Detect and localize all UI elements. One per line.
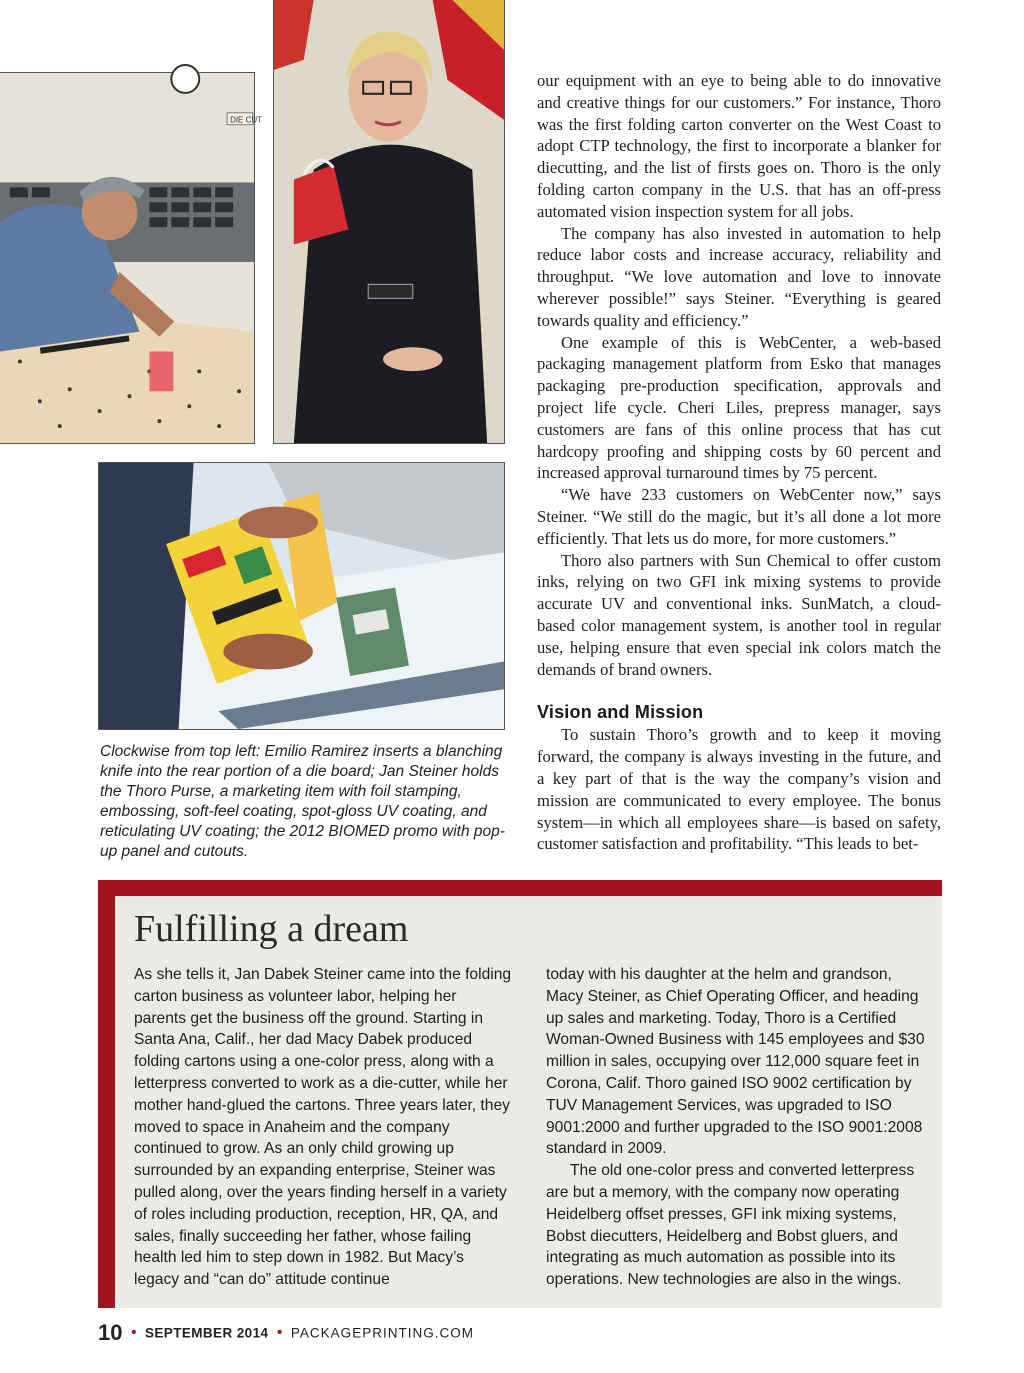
sidebar-paragraph: today with his daughter at the helm and grandson, Macy Steiner, as Chief Operating Officer, and heading up sales and marketing. Today, Thoro is a Certified Woman-Owned Business with 145 employees and $30 million in sales, occupying over 112,000 square feet in Corona, Calif. Thoro gained ISO 9002 certification by TUV Management Services, was upgraded to ISO 9001:2000 and further upgraded to the ISO 9001:2008 standard in 2009.	[546, 966, 925, 1158]
die-board-illustration	[0, 73, 262, 443]
sidebar-top-rule	[98, 880, 942, 896]
article-paragraph: Thoro also partners with Sun Chemical to offer custom inks, relying on two GFI ink mixing systems to provide accurate UV and conventional inks. SunMatch, a cloud-based color management system, is another tool in regular use, helping ensure that even special ink colors match the demands of brand owners.	[537, 550, 941, 679]
photo-jan-steiner	[273, 0, 505, 444]
caption-text: Clockwise from top left: Emilio Ramirez inserts a blanching knife into the rear portion of a die board; Jan Steiner holds the Thoro Purse, a marketing item with foil stamping, embossing, soft-feel coating, spot-gloss UV coating, and reticulating UV coating; the 2012 BIOMED promo with pop-up panel and cutouts.	[100, 743, 505, 860]
promo-illustration	[99, 463, 504, 729]
sidebar-paragraph: The old one-color press and converted letterpress are but a memory, with the company now operating Heidelberg offset presses, GFI ink mixing systems, Bobst diecutters, Heidelberg and Bobst gluers, and integrating as much automation as possible into its operations. New technologies are also in the wings.	[546, 1162, 915, 1289]
photo-die-board	[0, 72, 262, 444]
issue-date: SEPTEMBER 2014	[145, 1325, 269, 1341]
sidebar-column-1	[134, 964, 512, 1291]
article-paragraph: One example of this is WebCenter, a web-based packaging management platform from Esko that manages packaging pre-production specification, approvals and project life cycle. Cheri Liles, prepress manager, says customers are fans of this online process that has cut hardcopy proofing and shipping costs by 60 percent and increased approval turnaround times by 75 percent.	[537, 332, 941, 483]
footer-separator: •	[130, 1324, 137, 1341]
article-paragraph: The company has also invested in automation to help reduce labor costs and increase accuracy, reliability and throughput. “We love automation and love to innovate wherever possible!” says Steiner. “Everything is geared towards quality and efficiency.”	[537, 223, 941, 330]
wall-clock-icon	[171, 65, 199, 93]
photo-caption	[100, 742, 508, 862]
svg-text:DIE CUT: DIE CUT	[230, 115, 262, 125]
page-footer	[98, 1320, 474, 1346]
sidebar-paragraph: As she tells it, Jan Dabek Steiner came into the folding carton business as volunteer labor, helping her parents get the business off the ground. Starting in Santa Ana, Calif., her dad Macy Dabek produced folding cartons using a one-color press, along with a letterpress converted to work as a die-cutter, while her mother hand-glued the cartons. Three years later, they moved to space in Anaheim and the company continued to grow. As an only child growing up surrounded by an expanding enterprise, Steiner was pulled along, over the years finding herself in a variety of roles including production, reception, HR, QA, and sales, finally succeeding her father, whose failing health led him to step down in 1982. But Macy’s legacy and “can do” attitude continue	[134, 966, 512, 1289]
sidebar-title: Fulfilling a dream	[134, 908, 409, 950]
article-paragraph: our equipment with an eye to being able to do innovative and creative things for our customers.” For instance, Thoro was the first folding carton converter on the West Coast to adopt CTP technology, the first to incorporate a blanker for diecutting, and the list of firsts goes on. Thoro is the only folding carton company in the U.S. that has an off-press automated vision inspection system for all jobs.	[537, 71, 941, 221]
footer-separator: •	[276, 1324, 283, 1341]
photo-biomed-promo	[98, 462, 505, 730]
page-number: 10	[98, 1320, 123, 1345]
article-column	[537, 70, 941, 855]
article-paragraph: To sustain Thoro’s growth and to keep it moving forward, the company is always investing in the future, and a key part of that is the way the company’s vision and mission are communicated to every employee. The bonus system—in which all employees share—is based on safety, customer satisfaction and profitability. “This leads to bet-	[537, 725, 941, 854]
article-paragraph: “We have 233 customers on WebCenter now,” says Steiner. “We still do the magic, but it’s all done a lot more efficiently. That lets us do more, for more customers.”	[537, 485, 941, 548]
sidebar-column-2	[546, 964, 926, 1291]
website-url: PACKAGEPRINTING.COM	[290, 1325, 474, 1341]
section-heading: Vision and Mission	[537, 702, 704, 723]
portrait-illustration	[274, 0, 504, 443]
sidebar-left-rule	[98, 880, 115, 1308]
